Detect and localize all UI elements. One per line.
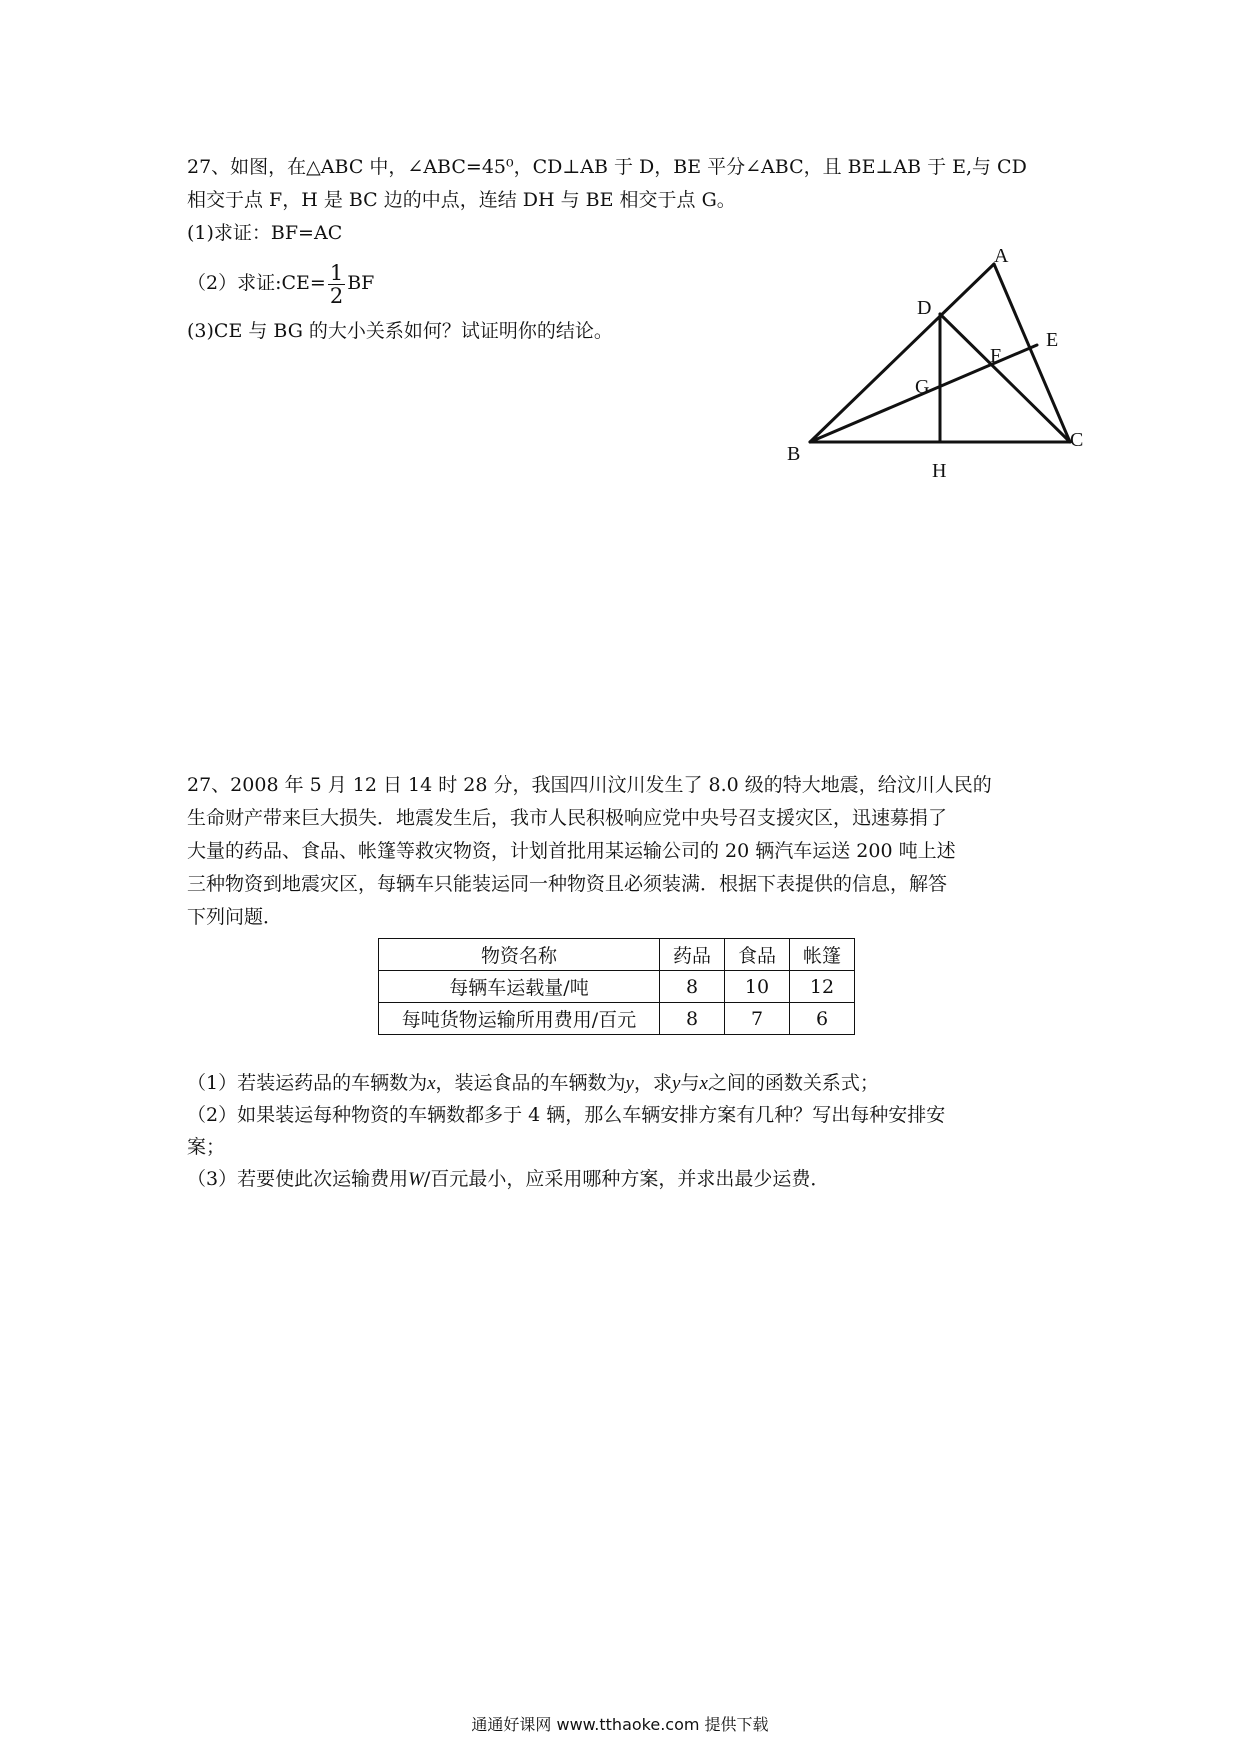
q1-text: （1）若装运药品的车辆数为 <box>187 1072 428 1094</box>
table-cell: 12 <box>790 971 855 1003</box>
q1-text: 之间的函数关系式； <box>707 1072 879 1094</box>
question2-prefix: （2）求证:CE= <box>187 272 326 294</box>
problem2-line2: 生命财产带来巨大损失．地震发生后，我市人民积极响应党中央号召支援灾区，迅速募捐了 <box>187 807 948 829</box>
question2-suffix: BF <box>347 272 375 294</box>
label-G: G <box>915 376 930 398</box>
table-cell: 7 <box>725 1003 790 1035</box>
q3-text: /百元最小，应采用哪种方案，并求出最少运费． <box>423 1168 830 1190</box>
variable-w: W <box>408 1169 424 1190</box>
table-header-cell: 帐篷 <box>790 939 855 971</box>
table-cell: 每吨货物运输所用费用/百元 <box>379 1003 660 1035</box>
label-F: F <box>990 345 1002 367</box>
segment-AB <box>810 264 994 442</box>
problem2-line3: 大量的药品、食品、帐篷等救灾物资，计划首批用某运输公司的 20 辆汽车运送 200 吨上述 <box>187 840 956 862</box>
table-cell: 8 <box>660 1003 725 1035</box>
label-E: E <box>1046 329 1059 351</box>
segment-AC <box>994 264 1070 442</box>
problem2-question2-line1: （2）如果装运每种物资的车辆数都多于 4 辆，那么车辆安排方案有几种？写出每种安排安 <box>187 1104 946 1126</box>
variable-y: y <box>625 1073 634 1094</box>
table-row <box>379 971 855 1003</box>
variable-x: x <box>699 1073 708 1094</box>
label-D: D <box>917 297 932 319</box>
label-H: H <box>932 460 947 482</box>
variable-x: x <box>427 1073 436 1094</box>
table-header-row <box>379 939 855 971</box>
table-row <box>379 1003 855 1035</box>
problem2-line5: 下列问题． <box>187 906 283 928</box>
table-cell: 每辆车运载量/吨 <box>379 971 660 1003</box>
problem2-question2-line2: 案； <box>187 1136 226 1158</box>
page-footer: 通通好课网 www.tthaoke.com 提供下载 <box>471 1715 769 1734</box>
problem2-line1: 27、2008 年 5 月 12 日 14 时 28 分，我国四川汶川发生了 8.0 级的特大地震，给汶川人民的 <box>187 774 992 796</box>
problem1-question3: (3)CE 与 BG 的大小关系如何？试证明你的结论。 <box>187 320 613 342</box>
label-C: C <box>1070 429 1084 451</box>
problem1-question1: (1)求证：BF=AC <box>187 222 343 244</box>
q1-text: 与 <box>680 1072 700 1094</box>
label-B: B <box>787 443 801 465</box>
table-cell: 8 <box>660 971 725 1003</box>
table-cell: 10 <box>725 971 790 1003</box>
table-header-cell: 药品 <box>660 939 725 971</box>
problem2-question1 <box>187 1070 879 1097</box>
cargo-table <box>378 938 855 1035</box>
problem1-line1: 27、如图，在△ABC 中，∠ABC=45⁰，CD⊥AB 于 D，BE 平分∠ABC，且 BE⊥AB 于 E,与 CD <box>187 156 1027 178</box>
q3-text: （3）若要使此次运输费用 <box>187 1168 409 1190</box>
table-header-cell: 食品 <box>725 939 790 971</box>
table-cell: 6 <box>790 1003 855 1035</box>
label-A: A <box>994 245 1009 267</box>
table-header-cell: 物资名称 <box>379 939 660 971</box>
fraction-denominator: 2 <box>329 283 344 308</box>
fraction-numerator: 1 <box>329 260 344 285</box>
triangle-figure <box>0 230 1240 730</box>
problem2-question3 <box>187 1166 829 1193</box>
problem1-line2: 相交于点 F，H 是 BC 边的中点，连结 DH 与 BE 相交于点 G。 <box>187 189 736 211</box>
problem2-line4: 三种物资到地震灾区，每辆车只能装运同一种物资且必须装满．根据下表提供的信息，解答 <box>187 873 948 895</box>
q1-text: ，装运食品的车辆数为 <box>435 1072 626 1094</box>
variable-y: y <box>672 1073 681 1094</box>
q1-text: ，求 <box>633 1072 672 1094</box>
